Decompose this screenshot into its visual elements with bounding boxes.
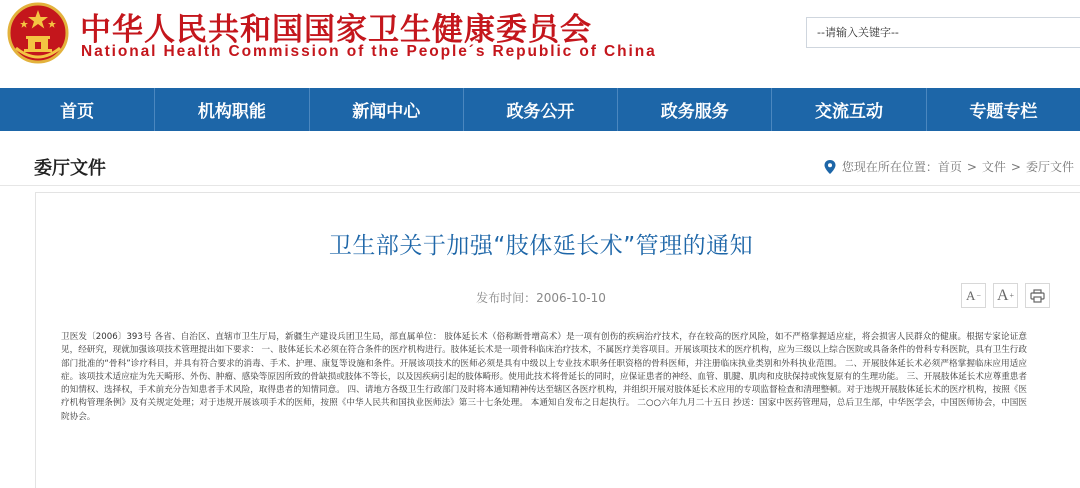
print-button[interactable]: [1025, 283, 1050, 308]
nav-item-home[interactable]: 首页: [60, 102, 95, 122]
main-nav: [0, 88, 1080, 131]
font-decrease-label: A: [966, 287, 976, 303]
breadcrumb-files[interactable]: 文件: [981, 160, 1006, 174]
nav-item-news[interactable]: 新闻中心: [309, 88, 463, 131]
site-header: [0, 0, 1080, 88]
printer-icon: [1030, 289, 1045, 303]
article-body: 卫医发〔2006〕393号 各省、自治区、直辖市卫生厅局，新疆生产建设兵团卫生局，部直属单位： 肢体延长术（俗称断骨增高术）是一项有创伤的疾病治疗技术，存在较高的医疗风险，如不严格掌握适应症，将会损害人民群众的健康。根据专家论证意见，经研究，现就加强该项技术管理提出如下要求： 一、肢体延长术必须在符合条件的医疗机构进行。肢体延长术是一项骨科临床治疗技术，不属医疗美容项目。开展该项技术的医疗机构，应为三级以上综合医院或具备条件的骨科专科医院，具有卫生行政部门批准的“骨科”诊疗科目，并具有符合要求的消毒、手术、护理、康复等设施和条件。开展该项技术的医师必须是具有中级以上专业技术职务任职资格的骨科医师，并注册临床执业类别和外科执业范围。 二、开展肢体延长术必须严格掌握临床应用适应症。该项技术适应症为先天畸形、外伤、肿瘤、感染等原因所致的骨缺损或肢体不等长，以及因疾病引起的肢体畸形。使用此技术将骨延长的同时，应保证患者的神经、血管、肌腱、肌肉和皮肤保持或恢复原有的生理功能。 三、开展肢体延长术应尊重患者的知情权、选择权，手术前充分告知患者手术风险，取得患者的知情同意。 四、请地方各级卫生行政部门及时将本通知精神传达至辖区各医疗机构，并组织开展对肢体延长术应用的专项监督检查和清理整顿。对于违规开展肢体延长术的医疗机构，按照《医疗机构管理条例》及有关规定处理；对于违规开展该项手术的医师，按照《中华人民共和国执业医师法》第三十七条处理。 本通知自发布之日起执行。 二○○六年九月二十五日 抄送：国家中医药管理局，总后卫生部，中华医学会，中国医师协会，中国医院协会。: [61, 332, 1027, 422]
nav-item-functions[interactable]: 机构职能: [154, 88, 308, 131]
minus-icon: −: [976, 291, 981, 300]
breadcrumb-prefix: 您现在所在位置：: [841, 160, 938, 174]
nav-item-interaction[interactable]: 交流互动: [771, 88, 925, 131]
nav-item-topics[interactable]: 专题专栏: [926, 88, 1080, 131]
section-divider: [0, 185, 1080, 186]
font-increase-button[interactable]: [993, 283, 1018, 308]
breadcrumb-home[interactable]: 首页: [937, 160, 962, 174]
national-emblem-icon: [6, 2, 70, 66]
breadcrumb: [824, 158, 1074, 175]
search-input[interactable]: [807, 18, 1080, 47]
location-pin-icon: [824, 160, 836, 174]
plus-icon: +: [1009, 291, 1015, 300]
site-title-en[interactable]: National Health Commission of the People´s Republic of China: [81, 43, 657, 60]
nav-item-gov-info[interactable]: 政务公开: [463, 88, 617, 131]
article-title: 卫生部关于加强“肢体延长术”管理的通知: [328, 233, 754, 259]
breadcrumb-separator: >: [966, 159, 977, 174]
section-title: 委厅文件: [34, 158, 106, 179]
breadcrumb-separator: >: [1010, 159, 1021, 174]
nav-item-gov-services[interactable]: 政务服务: [617, 88, 771, 131]
font-increase-label: A: [996, 286, 1009, 304]
publish-label: 发布时间：: [476, 291, 537, 305]
site-title-cn[interactable]: 中华人民共和国国家卫生健康委员会: [80, 12, 592, 48]
breadcrumb-department-files[interactable]: 委厅文件: [1025, 160, 1074, 174]
search-box: [806, 17, 1080, 48]
publish-info: [36, 286, 1046, 306]
publish-date: 2006-10-10: [536, 291, 606, 305]
article-panel: [35, 192, 1080, 488]
font-decrease-button[interactable]: [961, 283, 986, 308]
